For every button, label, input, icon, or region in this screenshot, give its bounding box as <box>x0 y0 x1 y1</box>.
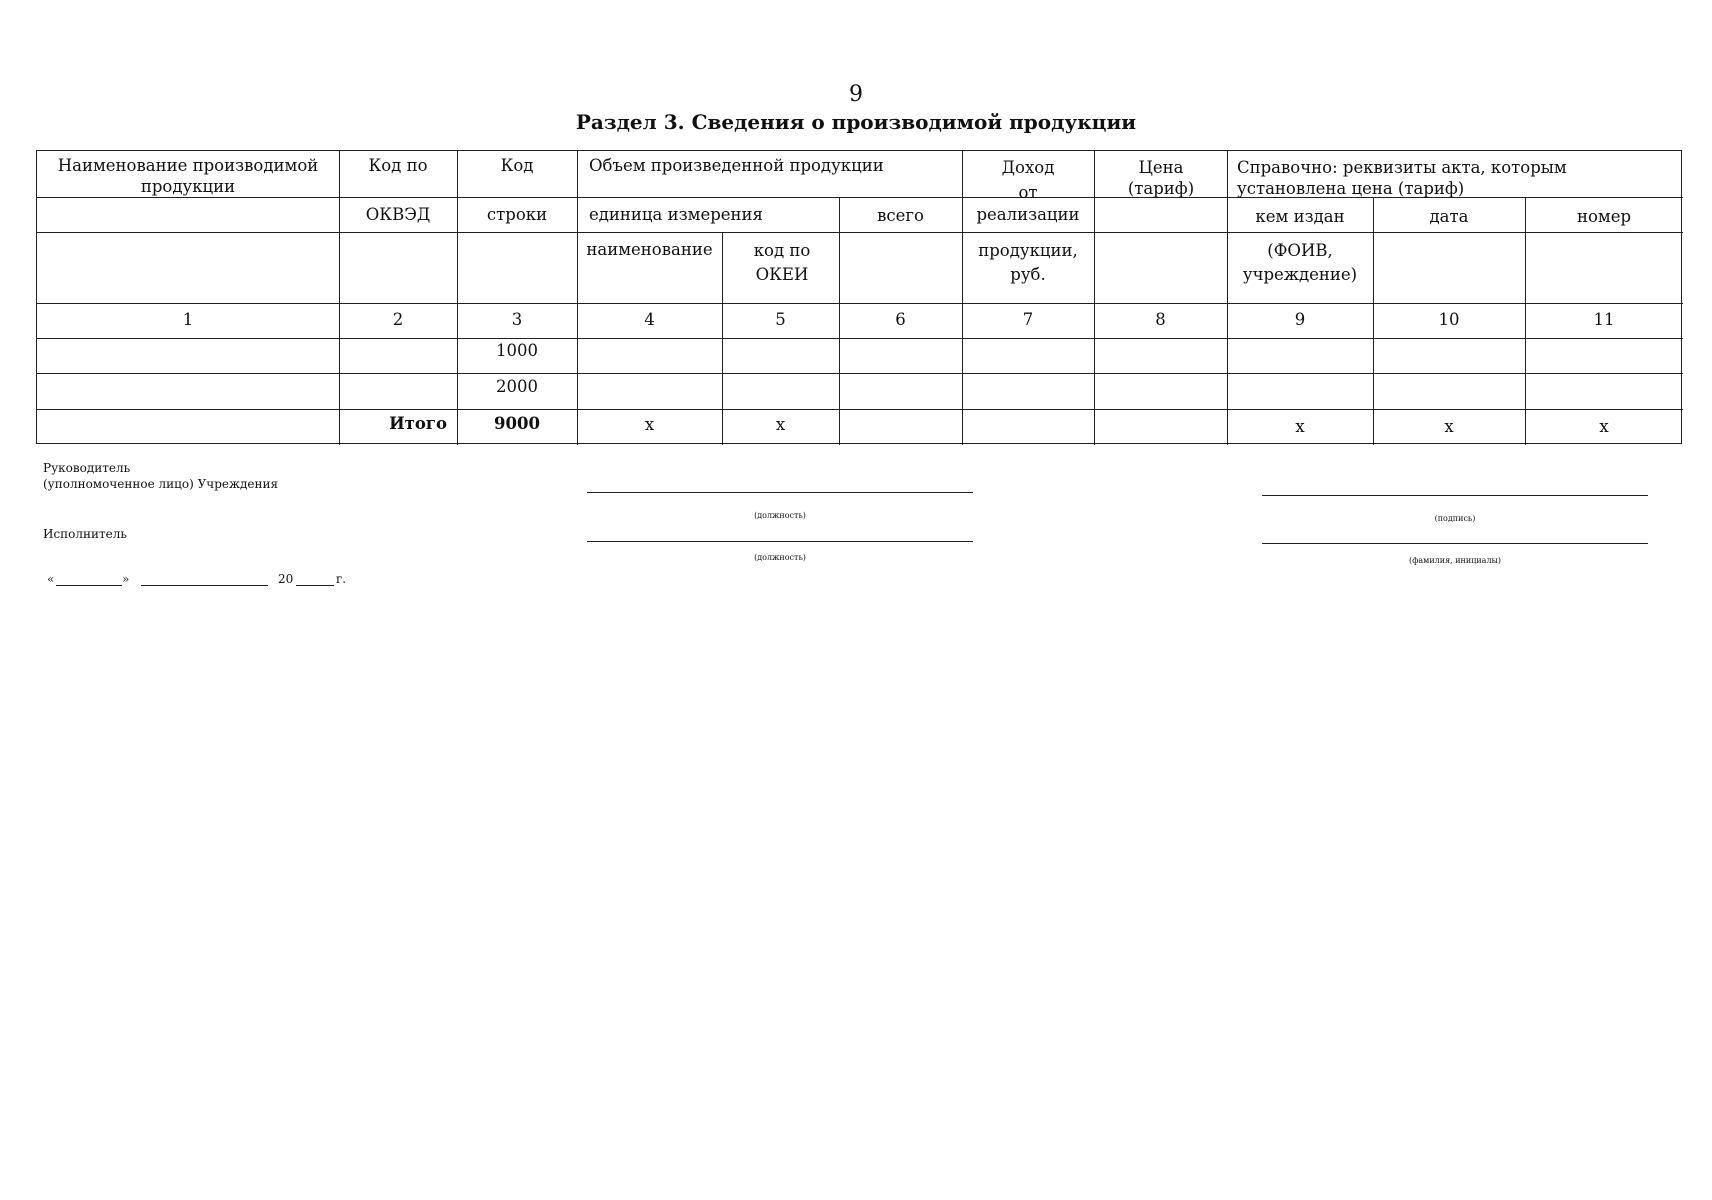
header-total: всего <box>877 206 924 225</box>
date-month-line <box>141 585 268 586</box>
head-signature-line <box>1262 495 1648 496</box>
executor-name-caption: (фамилия, инициалы) <box>1408 556 1502 565</box>
header-reference: Справочно: реквизиты акта, которым установлена цена (тариф) <box>1237 158 1567 198</box>
column-number: 10 <box>1438 310 1460 329</box>
date-year-line <box>296 585 334 586</box>
executor-position-caption: (должность) <box>754 553 806 562</box>
row-code-2000: 2000 <box>496 377 538 396</box>
total-code: 9000 <box>494 414 540 433</box>
head-position-line <box>587 492 973 493</box>
header-price: Цена (тариф) <box>1127 158 1195 198</box>
executor-label: Исполнитель <box>43 527 127 541</box>
row-code-1000: 1000 <box>496 341 538 360</box>
header-issued-by-note: (ФОИВ, учреждение) <box>1242 241 1358 284</box>
header-row-code-top: Код <box>500 156 534 175</box>
header-income-2: от <box>1018 183 1038 202</box>
column-number: 9 <box>1294 310 1306 329</box>
header-date: дата <box>1429 207 1469 226</box>
production-table <box>36 150 1682 444</box>
column-number: 2 <box>392 310 404 329</box>
header-product-name: Наименование производимой продукции <box>57 156 319 196</box>
header-okved-bottom: ОКВЭД <box>365 205 431 224</box>
header-volume: Объем произведенной продукции <box>589 156 884 175</box>
header-row-code-bottom: строки <box>486 205 548 224</box>
date-year-suffix: г. <box>336 572 347 586</box>
date-open-quote: « <box>47 572 55 586</box>
total-cell-11: х <box>1599 417 1609 436</box>
total-cell-9: х <box>1295 417 1305 436</box>
column-number: 1 <box>182 310 194 329</box>
header-okved-top: Код по <box>368 156 428 175</box>
header-income-3: реализации <box>976 205 1080 224</box>
executor-position-line <box>587 541 973 542</box>
header-unit-name: наименование <box>586 240 713 259</box>
date-day-line <box>56 585 122 586</box>
column-number: 6 <box>895 310 906 329</box>
total-cell-10: х <box>1444 417 1454 436</box>
page-number: 9 <box>849 82 863 107</box>
total-cell-5: х <box>775 415 786 434</box>
executor-name-line <box>1262 543 1648 544</box>
date-year-prefix: 20 <box>278 572 294 586</box>
column-number: 4 <box>644 310 655 329</box>
head-label-line2: (уполномоченное лицо) Учреждения <box>43 477 279 491</box>
column-number: 11 <box>1593 310 1615 329</box>
column-number: 3 <box>511 310 523 329</box>
column-number: 8 <box>1155 310 1166 329</box>
header-unit: единица измерения <box>589 205 763 224</box>
header-number: номер <box>1576 207 1632 226</box>
head-label-line1: Руководитель <box>43 461 131 475</box>
total-label: Итого <box>389 414 447 433</box>
column-number: 5 <box>775 310 786 329</box>
header-issued-by: кем издан <box>1255 207 1345 226</box>
total-cell-4: х <box>644 415 655 434</box>
column-number: 7 <box>1022 310 1034 329</box>
head-position-caption: (должность) <box>754 511 806 520</box>
head-signature-caption: (подпись) <box>1434 514 1476 523</box>
header-income-4: продукции, руб. <box>978 241 1078 284</box>
header-income-1: Доход <box>1001 158 1055 177</box>
header-unit-okei: код по ОКЕИ <box>753 241 811 284</box>
section-title: Раздел 3. Сведения о производимой продукции <box>575 110 1137 134</box>
date-close-quote: » <box>122 572 130 586</box>
